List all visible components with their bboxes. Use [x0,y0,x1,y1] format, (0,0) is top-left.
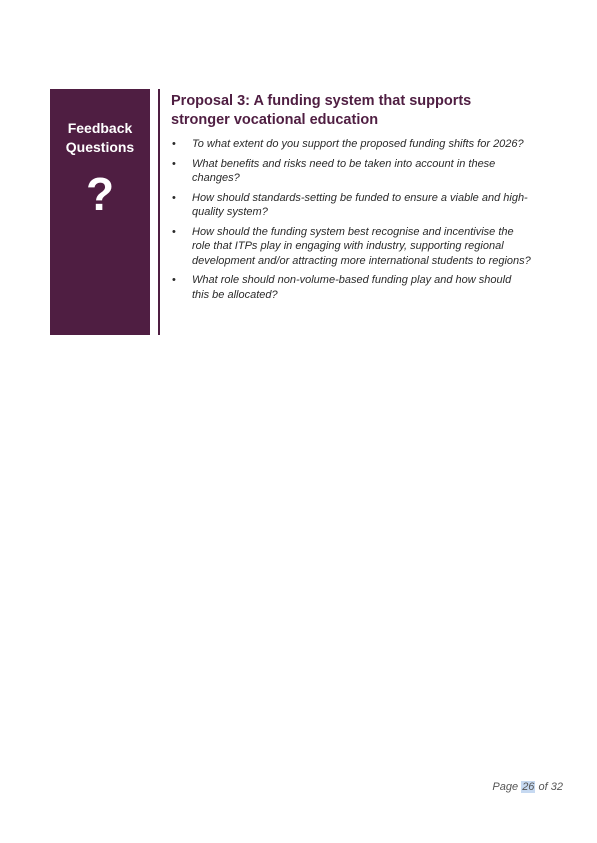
vertical-divider [158,89,160,335]
question-item [171,225,531,269]
question-item [171,273,531,302]
proposal-heading-line2: stronger vocational education [171,112,379,128]
page-number [492,781,563,793]
proposal-content [171,92,531,307]
bullet-icon: • [172,157,176,170]
question-text: What benefits and risks need to be taken into account in these changes? [192,157,496,184]
feedback-title-line2: Questions [65,139,135,155]
proposal-heading-line1: Proposal 3: A funding system that supports [171,93,472,109]
bullet-icon: • [172,274,176,286]
question-list [171,137,531,302]
question-text: To what extent do you support the proposed funding shifts for 2026? [192,138,524,150]
page-total: 32 [550,781,563,793]
question-item [171,157,531,186]
feedback-questions-panel [50,89,150,335]
question-text: How should the funding system best recognise and incentivise the role that ITPs play in engaging with industry, supporting regional development and/or attracting more international students to regions? [192,225,531,267]
question-text: How should standards-setting be funded to ensure a viable and high-quality system? [192,191,528,218]
feedback-title-line1: Feedback [67,120,133,136]
question-text: What role should non-volume-based funding play and how should this be allocated? [192,274,512,301]
question-item [171,137,531,152]
bullet-icon: • [172,225,176,238]
question-item [171,191,531,220]
bullet-icon: • [172,191,176,204]
page-current: 26 [522,781,535,793]
bullet-icon: • [172,138,176,150]
question-mark-icon: ? [85,168,115,220]
page-prefix: Page [492,781,519,793]
page-of: of [538,781,548,793]
proposal-heading [171,92,531,130]
